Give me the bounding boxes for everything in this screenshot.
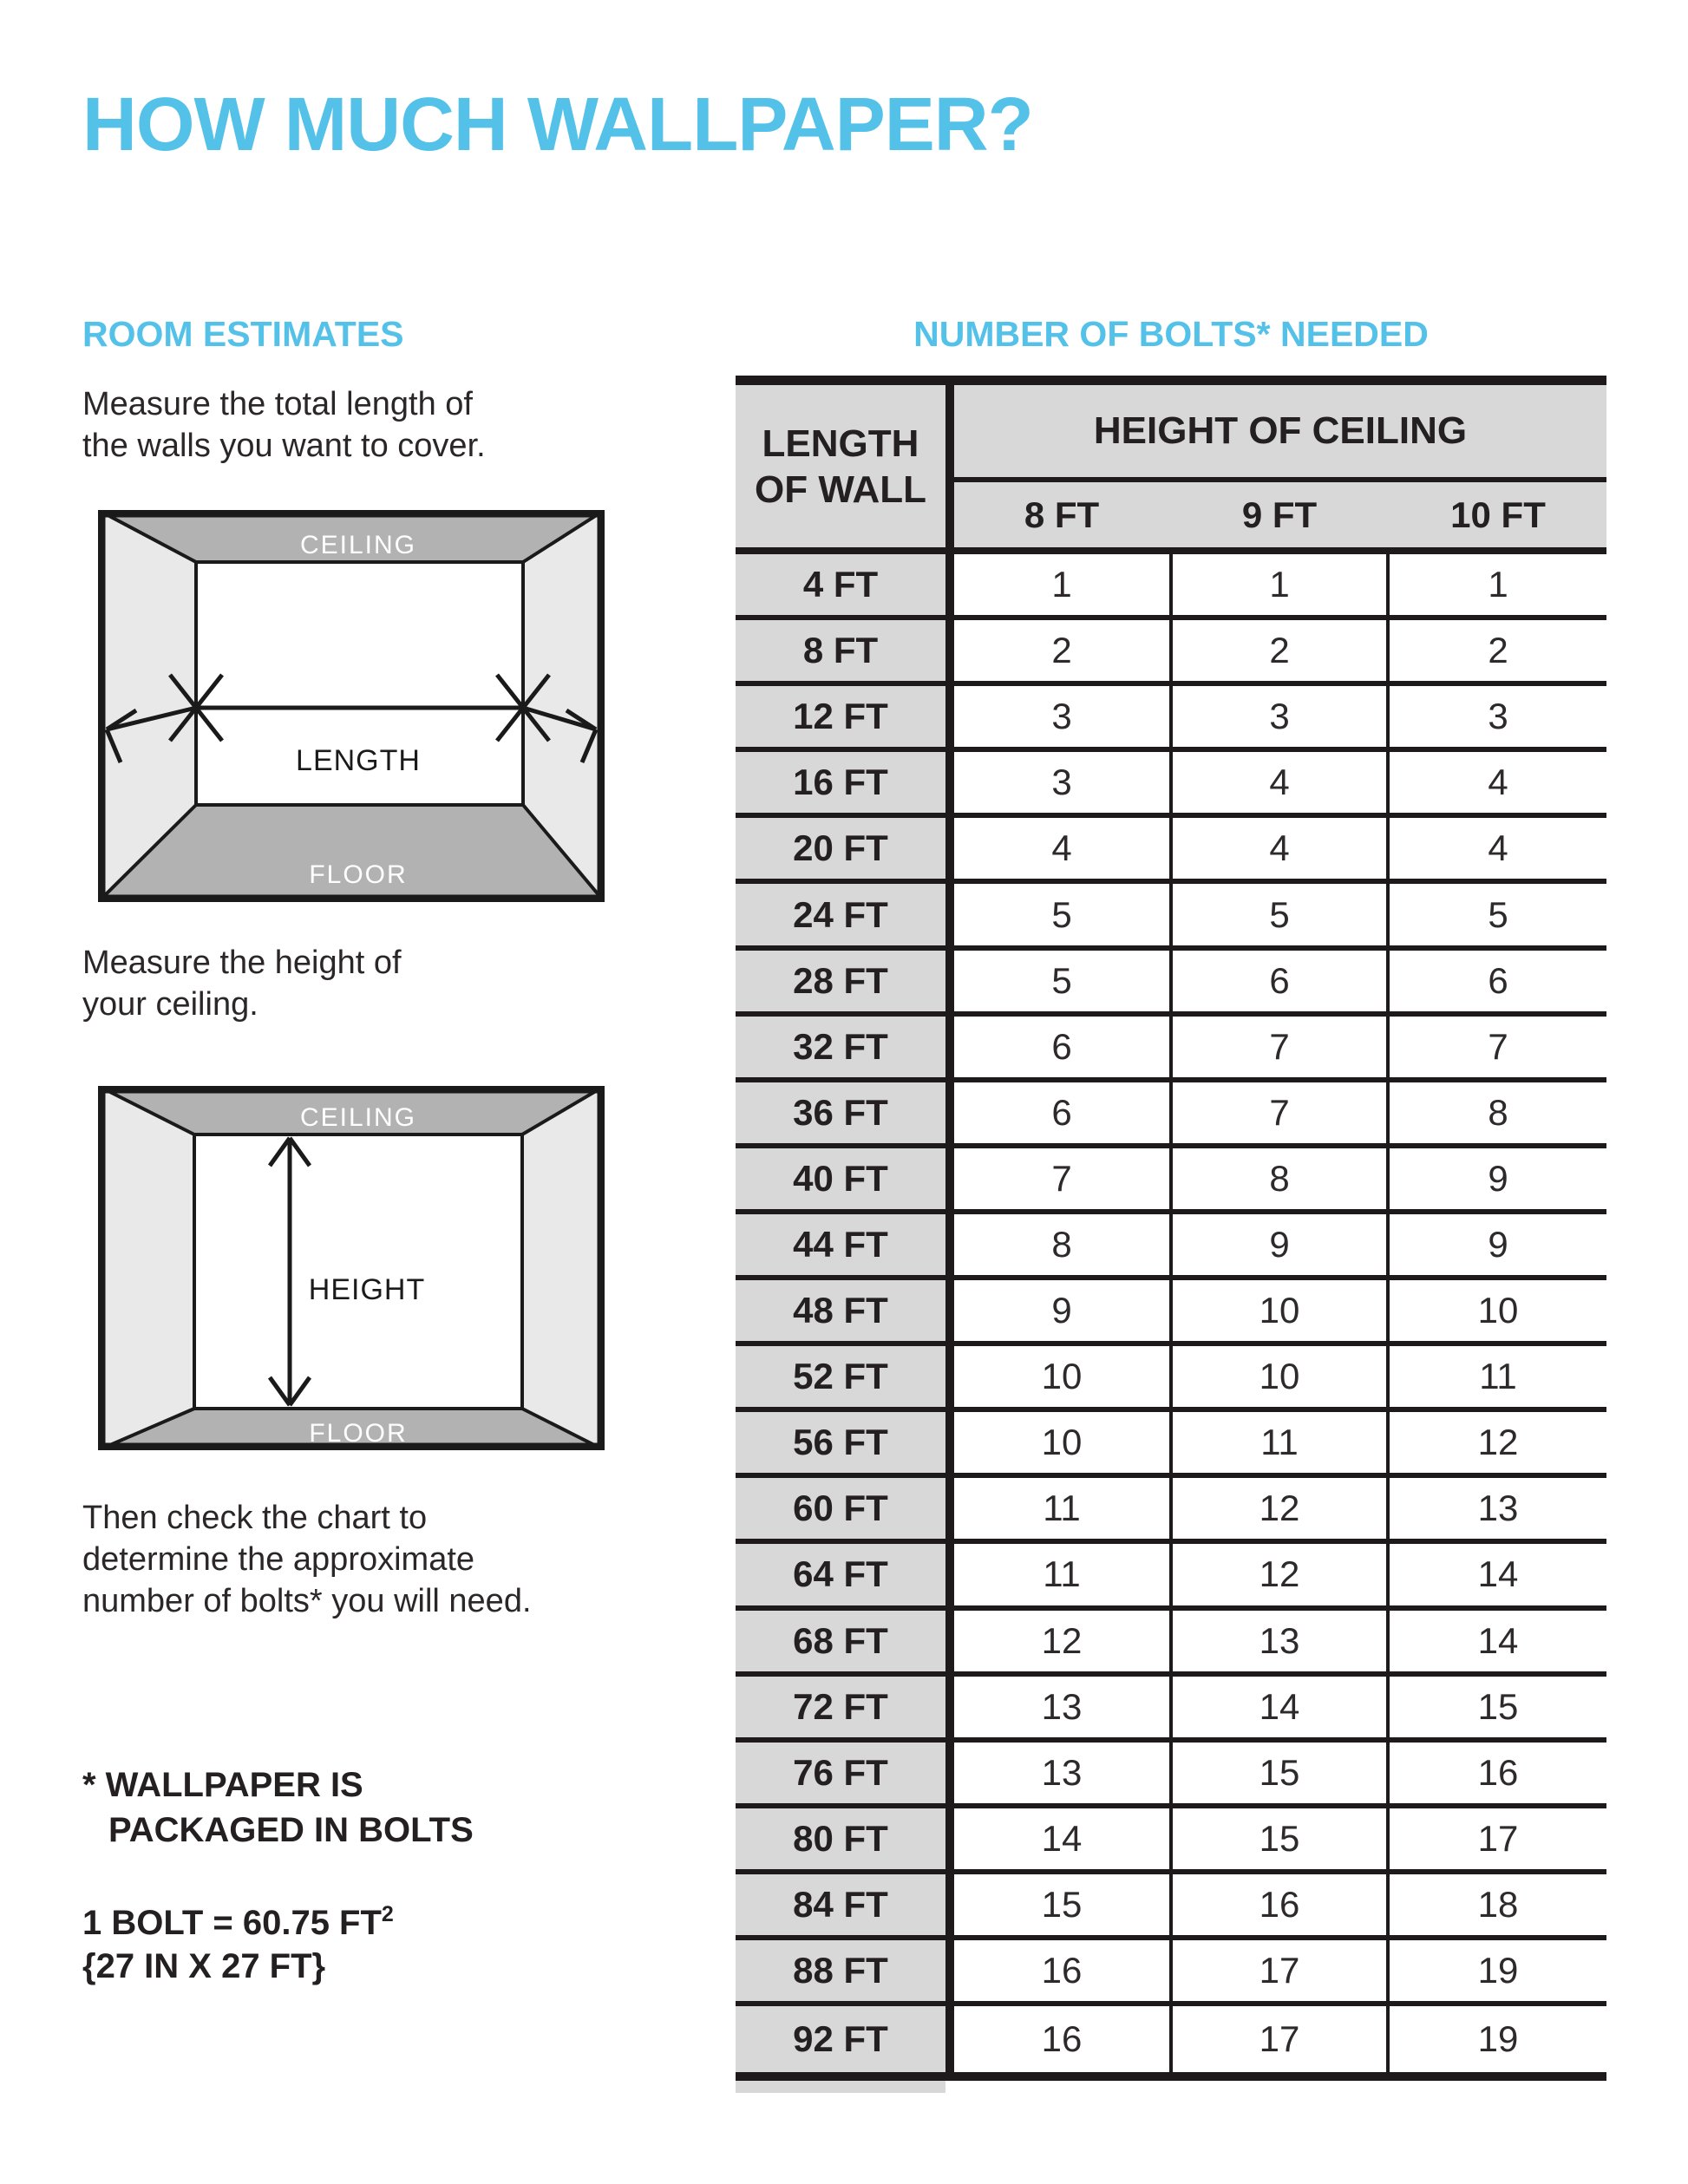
bolt-count-cell: 14 [1390, 1544, 1606, 1605]
text-line: Measure the height of [82, 945, 402, 981]
measure-length-text [82, 383, 486, 467]
table-row [736, 884, 1606, 950]
bolt-count-cell: 7 [1173, 1082, 1386, 1143]
bolt-count-cell: 16 [1390, 1743, 1606, 1803]
bolt-count-cell: 8 [1173, 1148, 1386, 1209]
table-row [736, 951, 1606, 1017]
back-wall [194, 1135, 522, 1409]
table-bottom-border [736, 2072, 1606, 2081]
table-row [736, 1611, 1606, 1677]
row-label: 40 FT [736, 1148, 945, 1209]
bolt-count-cell: 3 [954, 686, 1169, 747]
row-label: 8 FT [736, 620, 945, 681]
bolt-count-cell: 16 [1173, 1874, 1386, 1935]
table-row [736, 1148, 1606, 1214]
bolt-count-cell: 11 [954, 1478, 1169, 1539]
bolt-count-cell: 16 [954, 1940, 1169, 2001]
table-grey-stub [736, 2081, 945, 2093]
bolt-count-cell: 13 [954, 1743, 1169, 1803]
header-line: LENGTH [762, 422, 919, 465]
bolt-count-cell: 6 [1390, 951, 1606, 1011]
text-line: number of bolts* you will need. [82, 1583, 532, 1619]
bolt-count-cell: 1 [1390, 554, 1606, 615]
bolt-count-cell: 8 [954, 1214, 1169, 1275]
table-row [736, 1082, 1606, 1148]
row-label: 72 FT [736, 1677, 945, 1737]
room-estimates-heading: ROOM ESTIMATES [82, 314, 404, 354]
bolt-count-cell: 7 [1390, 1017, 1606, 1077]
bolt-count-cell: 10 [954, 1412, 1169, 1473]
bolt-size-info [82, 1893, 394, 1988]
bolt-count-cell: 9 [1173, 1214, 1386, 1275]
bolts-needed-heading: NUMBER OF BOLTS* NEEDED [913, 314, 1429, 354]
table-top-border [736, 376, 1606, 385]
bolt-count-cell: 5 [1390, 884, 1606, 945]
bolt-count-cell: 5 [954, 884, 1169, 945]
bolt-count-cell: 2 [1173, 620, 1386, 681]
superscript-2: 2 [381, 1902, 394, 1926]
bolt-count-cell: 15 [1390, 1677, 1606, 1737]
ceiling-label: CEILING [299, 531, 417, 559]
table-row [736, 554, 1606, 620]
vertical-divider [945, 1611, 954, 1671]
column-header-length-of-wall [736, 385, 945, 547]
bolt-count-cell: 18 [1390, 1874, 1606, 1935]
text-line: determine the approximate [82, 1541, 475, 1578]
height-label: HEIGHT [308, 1273, 426, 1306]
table-row [736, 686, 1606, 752]
vertical-divider [945, 1677, 954, 1737]
vertical-divider [945, 1808, 954, 1869]
room-length-diagram [98, 510, 605, 902]
vertical-divider [945, 1346, 954, 1407]
bolt-count-cell: 4 [1173, 752, 1386, 813]
table-row [736, 818, 1606, 884]
bolt-count-cell: 10 [1173, 1346, 1386, 1407]
bolt-count-cell: 15 [954, 1874, 1169, 1935]
text-line: your ceiling. [82, 986, 258, 1023]
vertical-divider [945, 752, 954, 813]
table-rows [736, 554, 1606, 2072]
bolt-count-cell: 10 [1390, 1280, 1606, 1341]
bolt-count-cell: 8 [1390, 1082, 1606, 1143]
row-label: 68 FT [736, 1611, 945, 1671]
table-row [736, 1743, 1606, 1808]
bolt-count-cell: 19 [1390, 2006, 1606, 2072]
header-bottom-border [736, 547, 1606, 554]
row-label: 48 FT [736, 1280, 945, 1341]
length-label: LENGTH [296, 744, 421, 777]
bolt-count-cell: 15 [1173, 1743, 1386, 1803]
bolt-count-cell: 9 [954, 1280, 1169, 1341]
table-row [736, 752, 1606, 818]
vertical-divider [945, 1544, 954, 1605]
text-line: the walls you want to cover. [82, 428, 486, 464]
bolt-count-cell: 7 [954, 1148, 1169, 1209]
check-chart-text [82, 1497, 532, 1622]
bolt-count-cell: 11 [1390, 1346, 1606, 1407]
bolt-count-cell: 1 [954, 554, 1169, 615]
table-row [736, 1280, 1606, 1346]
bolt-count-cell: 10 [954, 1346, 1169, 1407]
bolts-table [736, 376, 1606, 2093]
bolt-count-cell: 9 [1390, 1148, 1606, 1209]
row-label: 16 FT [736, 752, 945, 813]
table-header [736, 385, 1606, 547]
column-header-height-of-ceiling: HEIGHT OF CEILING [1093, 409, 1468, 452]
vertical-divider [945, 818, 954, 879]
bolt-count-cell: 13 [1173, 1611, 1386, 1671]
bolt-count-cell: 10 [1173, 1280, 1386, 1341]
vertical-divider [945, 884, 954, 945]
table-row [736, 1017, 1606, 1082]
right-wall [522, 1086, 605, 1450]
bolt-count-cell: 12 [1390, 1412, 1606, 1473]
text-line [82, 1893, 394, 1945]
table-row [736, 1478, 1606, 1544]
table-row [736, 1346, 1606, 1412]
bolt-count-cell: 6 [954, 1082, 1169, 1143]
vertical-divider [945, 1214, 954, 1275]
row-label: 84 FT [736, 1874, 945, 1935]
table-row [736, 1544, 1606, 1610]
table-row [736, 1677, 1606, 1743]
bolt-count-cell: 16 [954, 2006, 1169, 2072]
bolt-count-cell: 3 [1390, 686, 1606, 747]
row-label: 4 FT [736, 554, 945, 615]
bolt-count-cell: 3 [1173, 686, 1386, 747]
bolt-count-cell: 4 [1173, 818, 1386, 879]
bolt-count-cell: 17 [1173, 2006, 1386, 2072]
bolt-count-cell: 17 [1173, 1940, 1386, 2001]
row-label: 64 FT [736, 1544, 945, 1605]
vertical-divider [945, 1940, 954, 2001]
vertical-divider [945, 1017, 954, 1077]
bolt-count-cell: 13 [1390, 1478, 1606, 1539]
text-line: * WALLPAPER IS [82, 1766, 363, 1804]
row-label: 80 FT [736, 1808, 945, 1869]
column-header-8ft: 8 FT [1024, 494, 1100, 535]
bolt-count-cell: 5 [954, 951, 1169, 1011]
bolt-count-cell: 2 [954, 620, 1169, 681]
column-header-10ft: 10 FT [1450, 494, 1546, 535]
left-wall [98, 1086, 194, 1450]
bolt-count-cell: 6 [954, 1017, 1169, 1077]
text-line: Then check the chart to [82, 1500, 428, 1536]
bolt-count-cell: 4 [1390, 818, 1606, 879]
row-label: 24 FT [736, 884, 945, 945]
text-line: {27 IN X 27 FT} [82, 1947, 326, 1985]
bolt-count-cell: 1 [1173, 554, 1386, 615]
bolt-count-cell: 4 [954, 818, 1169, 879]
vertical-divider [945, 1478, 954, 1539]
bolt-count-cell: 14 [1390, 1611, 1606, 1671]
row-label: 20 FT [736, 818, 945, 879]
bolt-count-cell: 12 [1173, 1544, 1386, 1605]
table-row [736, 1874, 1606, 1940]
bolt-count-cell: 14 [1173, 1677, 1386, 1737]
table-row [736, 2006, 1606, 2072]
row-label: 32 FT [736, 1017, 945, 1077]
vertical-divider [945, 1280, 954, 1341]
bolt-count-cell: 11 [1173, 1412, 1386, 1473]
row-label: 56 FT [736, 1412, 945, 1473]
vertical-divider [945, 1148, 954, 1209]
row-label: 12 FT [736, 686, 945, 747]
bolt-count-cell: 5 [1173, 884, 1386, 945]
column-header-9ft: 9 FT [1241, 494, 1318, 535]
table-row [736, 1808, 1606, 1874]
bolt-count-cell: 3 [954, 752, 1169, 813]
vertical-divider [945, 620, 954, 681]
bolt-count-cell: 12 [1173, 1478, 1386, 1539]
measure-height-text [82, 942, 402, 1025]
sub-header-row [954, 482, 1606, 547]
bolt-count-cell: 6 [1173, 951, 1386, 1011]
vertical-divider [945, 1743, 954, 1803]
row-label: 52 FT [736, 1346, 945, 1407]
row-label: 44 FT [736, 1214, 945, 1275]
ceiling-label: CEILING [299, 1103, 417, 1132]
vertical-divider [945, 1874, 954, 1935]
bolt-count-cell: 15 [1173, 1808, 1386, 1869]
vertical-divider [945, 951, 954, 1011]
vertical-divider [945, 554, 954, 615]
vertical-divider [945, 2006, 954, 2072]
vertical-divider [945, 686, 954, 747]
row-label: 76 FT [736, 1743, 945, 1803]
bolt-count-cell: 12 [954, 1611, 1169, 1671]
bolt-count-cell: 2 [1390, 620, 1606, 681]
room-height-diagram [98, 1086, 605, 1450]
table-row [736, 1214, 1606, 1280]
floor-label: FLOOR [309, 860, 408, 889]
text-line: PACKAGED IN BOLTS [108, 1811, 474, 1849]
floor-label: FLOOR [309, 1419, 408, 1448]
bolt-count-cell: 17 [1390, 1808, 1606, 1869]
page-title: HOW MUCH WALLPAPER? [82, 82, 1033, 167]
bolt-count-cell: 11 [954, 1544, 1169, 1605]
row-label: 88 FT [736, 1940, 945, 2001]
header-vertical-divider [945, 385, 954, 547]
bolt-count-cell: 9 [1390, 1214, 1606, 1275]
bolt-count-cell: 4 [1390, 752, 1606, 813]
vertical-divider [945, 1412, 954, 1473]
row-label: 60 FT [736, 1478, 945, 1539]
table-row [736, 620, 1606, 686]
table-row [736, 1940, 1606, 2006]
bolt-equation: 1 BOLT = 60.75 FT [82, 1904, 382, 1942]
row-label: 92 FT [736, 2006, 945, 2072]
wallpaper-bolts-note [82, 1762, 474, 1853]
bolt-count-cell: 13 [954, 1677, 1169, 1737]
row-label: 28 FT [736, 951, 945, 1011]
row-label: 36 FT [736, 1082, 945, 1143]
text-line: Measure the total length of [82, 386, 473, 422]
vertical-divider [945, 1082, 954, 1143]
header-line: OF WALL [755, 468, 926, 511]
bolt-count-cell: 14 [954, 1808, 1169, 1869]
table-row [736, 1412, 1606, 1478]
bolt-count-cell: 7 [1173, 1017, 1386, 1077]
bolt-count-cell: 19 [1390, 1940, 1606, 2001]
